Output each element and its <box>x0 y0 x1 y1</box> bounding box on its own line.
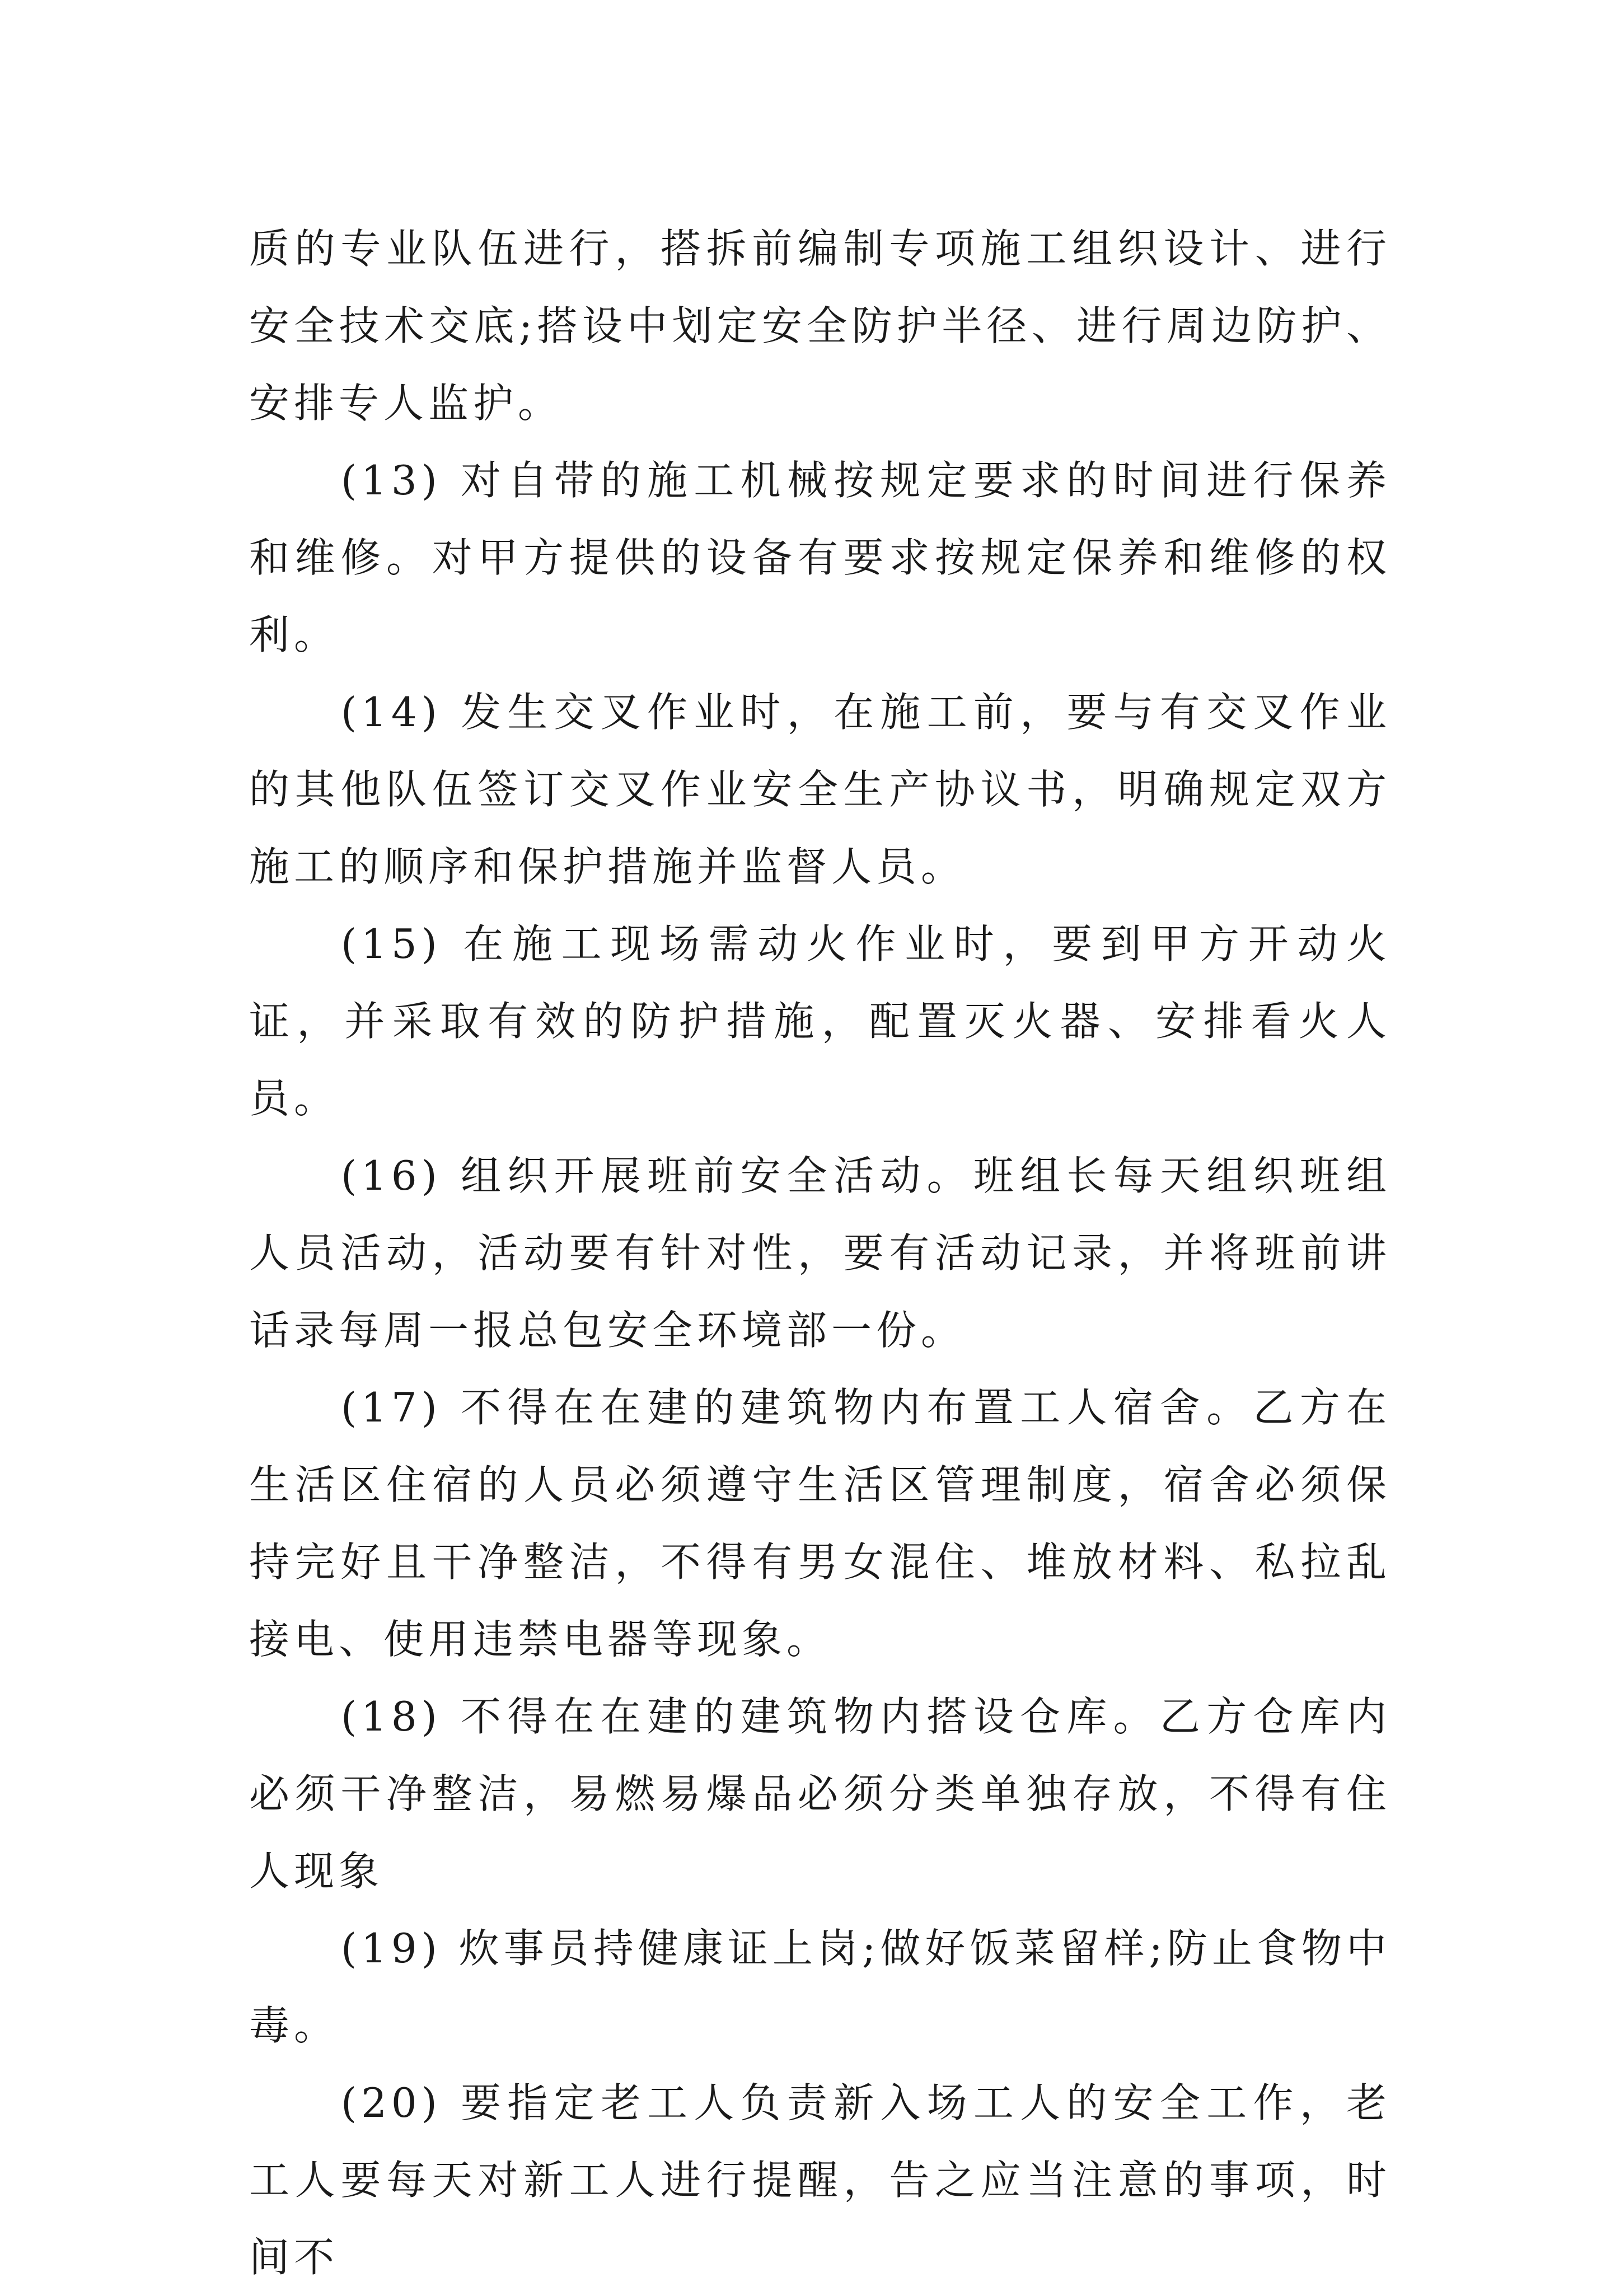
document-body <box>249 210 1391 2296</box>
paragraph-item-13: (13) 对自带的施工机械按规定要求的时间进行保养和维修。对甲方提供的设备有要求按规定保养和维修的权利。 <box>249 457 1391 658</box>
paragraph-item-17: (17) 不得在在建的建筑物内布置工人宿舍。乙方在生活区住宿的人员必须遵守生活区管理制度，宿舍必须保持完好且干净整洁，不得有男女混住、堆放材料、私拉乱接电、使用违禁电器等现象。 <box>249 1384 1391 1663</box>
paragraph-item-16: (16) 组织开展班前安全活动。班组长每天组织班组人员活动，活动要有针对性，要有活动记录，并将班前讲话录每周一报总包安全环境部一份。 <box>249 1152 1391 1354</box>
paragraph-item-20: (20) 要指定老工人负责新入场工人的安全工作，老工人要每天对新工人进行提醒，告之应当注意的事项，时间不 <box>249 2079 1391 2281</box>
paragraph-item-19: (19) 炊事员持健康证上岗;做好饭菜留样;防止食物中毒。 <box>249 1925 1391 2049</box>
paragraph-continued: 质的专业队伍进行，搭拆前编制专项施工组织设计、进行安全技术交底;搭设中划定安全防护半径、进行周边防护、安排专人监护。 <box>249 225 1391 427</box>
paragraph-item-18: (18) 不得在在建的建筑物内搭设仓库。乙方仓库内必须干净整洁，易燃易爆品必须分类单独存放，不得有住人现象 <box>249 1693 1391 1895</box>
paragraph-item-15: (15) 在施工现场需动火作业时，要到甲方开动火证，并采取有效的防护措施，配置灭火器、安排看火人员。 <box>249 920 1391 1122</box>
paragraph-item-14: (14) 发生交叉作业时，在施工前，要与有交叉作业的其他队伍签订交叉作业安全生产协议书，明确规定双方施工的顺序和保护措施并监督人员。 <box>249 689 1391 890</box>
